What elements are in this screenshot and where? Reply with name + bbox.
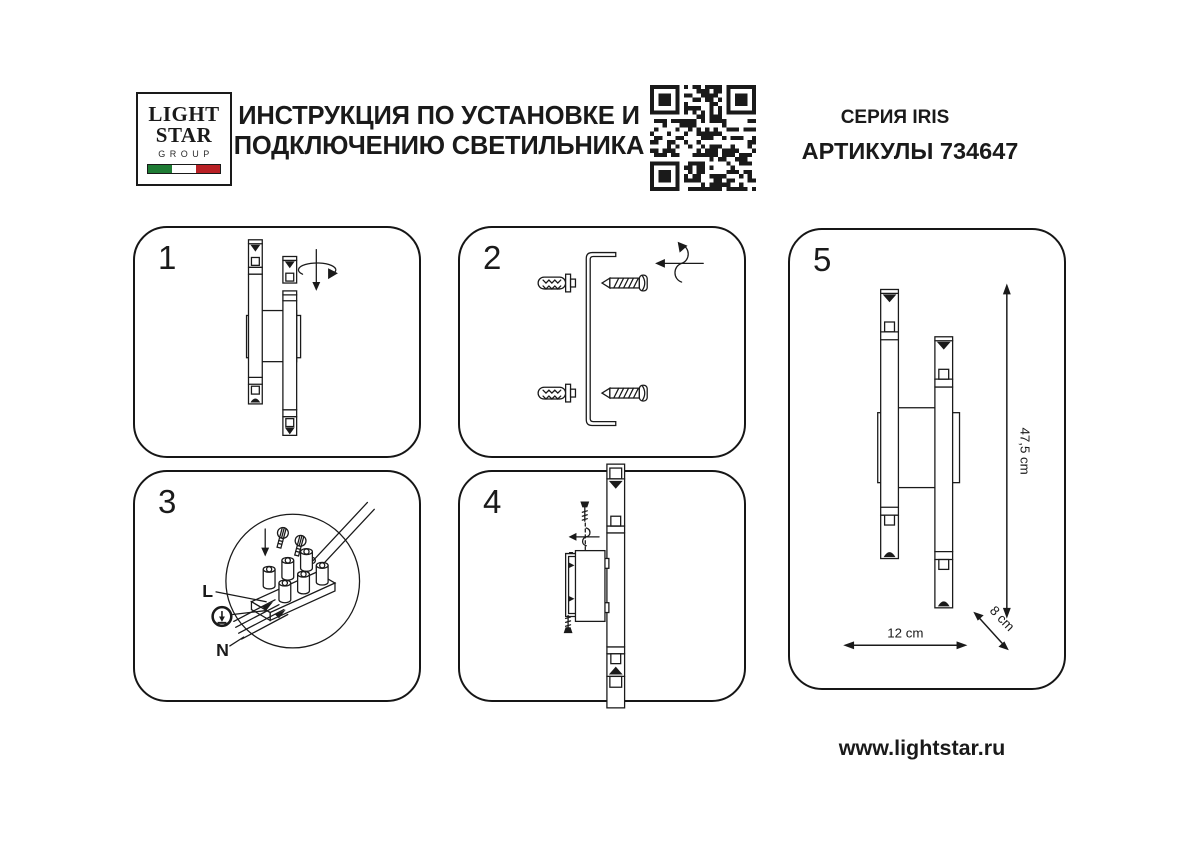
depth-dimension-label: 8 cm [986, 602, 1018, 635]
height-dimension [1003, 284, 1033, 619]
step-1-panel [133, 226, 421, 458]
earth-ground-icon [213, 607, 232, 626]
mounting-hardware-drawing [460, 228, 744, 456]
dimensions-drawing [790, 230, 1064, 688]
side-mounting-drawing [460, 472, 744, 700]
article-number: АРТИКУЛЫ 734647 [801, 138, 1019, 164]
italian-flag-icon [147, 164, 221, 174]
rotate-arrow-icon [569, 528, 599, 546]
width-dimension-label: 12 cm [887, 625, 924, 641]
website-url: www.lightstar.ru [838, 736, 1006, 760]
logo-word-group: GROUP [158, 149, 214, 159]
wiring-detail-drawing [135, 472, 419, 700]
rotate-arrow-icon [298, 250, 337, 291]
step-2-number: 2 [483, 239, 502, 276]
screw-icon [602, 275, 647, 291]
step-3-number: 3 [158, 483, 177, 520]
terminal-screw-icon [274, 526, 290, 549]
live-wire-label: L [202, 580, 214, 601]
wall-plug-icon [538, 384, 575, 402]
qr-code [650, 85, 756, 191]
step-5-panel [788, 228, 1066, 690]
step-1-number: 1 [158, 239, 177, 276]
rotate-arrow-icon [655, 242, 703, 282]
wall-plug-icon [538, 274, 575, 292]
lightstar-logo [136, 92, 232, 186]
step-5-number: 5 [813, 241, 832, 278]
step-2-panel [458, 226, 746, 458]
page-title-line2: ПОДКЛЮЧЕНИЮ СВЕТИЛЬНИКА [233, 132, 645, 160]
screw-icon [602, 385, 647, 401]
screw-icon [564, 615, 573, 633]
logo-word-star: STAR [155, 123, 213, 147]
neutral-wire-label: N [216, 639, 229, 660]
width-dimension [843, 625, 967, 649]
height-dimension-label: 47,5 cm [1017, 427, 1033, 475]
series-label: СЕРИЯ IRIS [840, 107, 950, 128]
page-title-line1: ИНСТРУКЦИЯ ПО УСТАНОВКЕ И [238, 102, 640, 130]
depth-dimension [973, 603, 1017, 650]
screw-icon [580, 501, 589, 521]
fixture-exploded-drawing [135, 228, 419, 456]
step-3-panel [133, 470, 421, 702]
step-4-panel [458, 470, 746, 702]
page-title [233, 101, 645, 161]
logo-word-light: LIGHT [148, 102, 220, 126]
magnifier-circle [226, 514, 360, 648]
step-4-number: 4 [483, 483, 502, 520]
